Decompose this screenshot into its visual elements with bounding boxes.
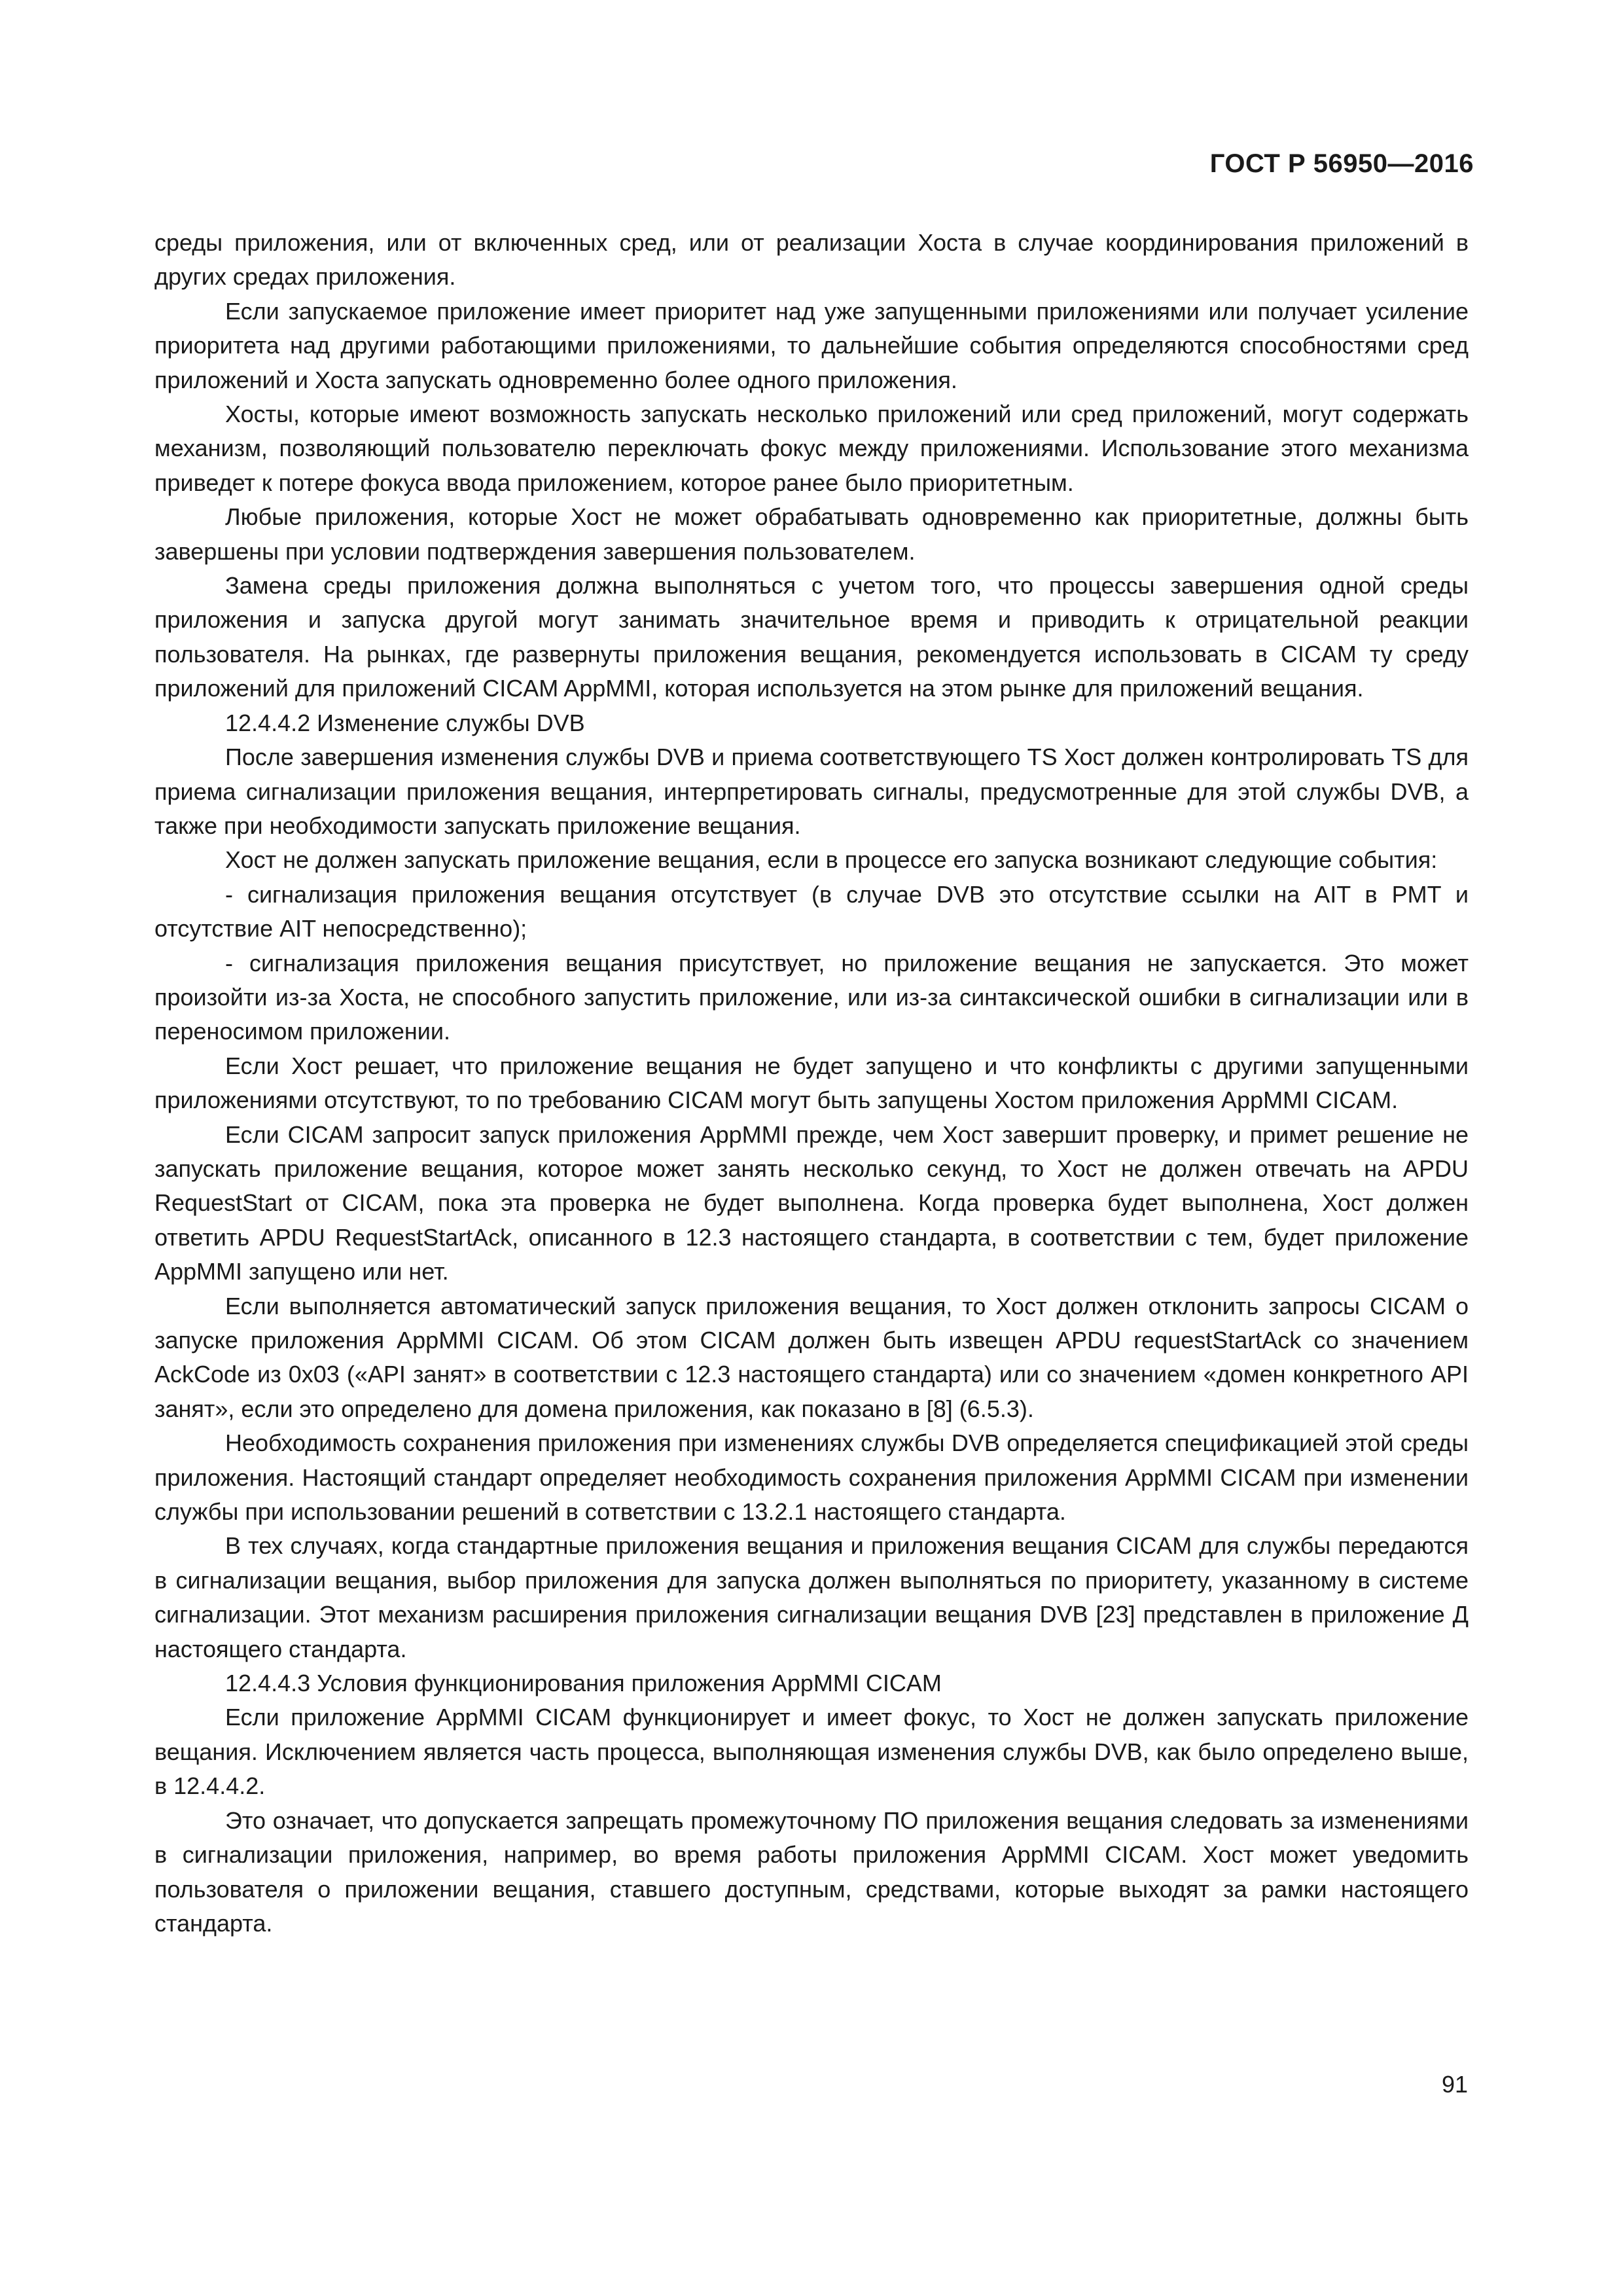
paragraph: среды приложения, или от включенных сред, или от реализации Хоста в случае координирования приложений в других средах приложения. [154,229,1469,291]
paragraph: Необходимость сохранения приложения при изменениях службы DVB определяется спецификацией этой среды приложения. Настоящий стандарт определяет необходимость сохранения приложения AppMMI CICAM при изменении службы при использовании решений в сответствии с 13.2.1 настоящего стандарта. [154,1429,1469,1526]
list-item: - сигнализация приложения вещания присутствует, но приложение вещания не запускается. Это может произойти из-за Хоста, не способного запустить приложение, или из-за синтаксической ошибки в сигнализации или в переносимом приложении. [154,949,1469,1045]
document-body [154,226,1469,1941]
paragraph: Если приложение AppMMI CICAM функционирует и имеет фокус, то Хост не должен запускать приложение вещания. Исключением является часть процесса, выполняющая изменения службы DVB, как было определено выше, в 12.4.4.2. [154,1704,1469,1800]
paragraph: Если запускаемое приложение имеет приоритет над уже запущенными приложениями или получает усиление приоритета над другими работающими приложениями, то дальнейшие события определяются способностями сред приложений и Хоста запускать одновременно более одного приложения. [154,297,1469,393]
paragraph: Любые приложения, которые Хост не может обрабатывать одновременно как приоритетные, должны быть завершены при условии подтверждения завершения пользователем. [154,503,1469,565]
page-number: 91 [1441,2071,1468,2098]
paragraph: Это означает, что допускается запрещать промежуточному ПО приложения вещания следовать за изменениями в сигнализации приложения, например, во время работы приложения AppMMI CICAM. Хост может уведомить пользователя о приложении вещания, ставшего доступным, средствами, которые выходят за рамки настоящего стандарта. [154,1806,1469,1937]
list-item: - сигнализация приложения вещания отсутствует (в случае DVB это отсутствие ссылки на AIT в PMT и отсутствие AIT непосредственно); [154,880,1469,942]
paragraph: Если выполняется автоматический запуск приложения вещания, то Хост должен отклонить запросы CICAM о запуске приложения AppMMI CICAM. Об этом CICAM должен быть извещен APDU requestStartAck со значением AckCode из 0x03 («API занят» в соответствии с 12.3 настоящего стандарта) или со значением «домен конкретного API занят», если это определено для домена приложения, как показано в [8] (6.5.3). [154,1292,1469,1422]
document-header: ГОСТ Р 56950—2016 [1209,149,1474,178]
paragraph: После завершения изменения службы DVB и приема соответствующего TS Хост должен контролировать TS для приема сигнализации приложения вещания, интерпретировать сигналы, предусмотренные для этой службы DVB, а также при необходимости запускать приложение вещания. [154,744,1469,839]
paragraph: Хосты, которые имеют возможность запускать несколько приложений или сред приложений, могут содержать механизм, позволяющий пользователю переключать фокус между приложениями. Использование этого механизма приведет к потере фокуса ввода приложением, которое ранее было приоритетным. [154,401,1469,496]
paragraph: Замена среды приложения должна выполняться с учетом того, что процессы завершения одной среды приложения и запуска другой могут занимать значительное время и приводить к отрицательной реакции пользователя. На рынках, где развернуты приложения вещания, рекомендуется использовать в CICAM ту среду приложений для приложений CICAM AppMMI, которая используется на этом рынке для приложений вещания. [154,572,1469,702]
paragraph: Если Хост решает, что приложение вещания не будет запущено и что конфликты с другими запущенными приложениями отсутствуют, то по требованию CICAM могут быть запущены Хостом приложения AppMMI CICAM. [154,1052,1469,1114]
paragraph: Если CICAM запросит запуск приложения AppMMI прежде, чем Хост завершит проверку, и примет решение не запускать приложение вещания, которое может занять несколько секунд, то Хост не должен отвечать на APDU RequestStart от CICAM, пока эта проверка не будет выполнена. Когда проверка будет выполнена, Хост должен ответить APDU RequestStartAck, описанного в 12.3 настоящего стандарта, в соответствии с тем, будет приложение AppMMI запущено или нет. [154,1121,1469,1285]
paragraph: Хост не должен запускать приложение вещания, если в процессе его запуска возникают следующие события: [225,846,1438,874]
section-heading: 12.4.4.3 Условия функционирования приложения AppMMI CICAM [225,1670,942,1697]
paragraph: В тех случаях, когда стандартные приложения вещания и приложения вещания CICAM для службы передаются в сигнализации вещания, выбор приложения для запуска должен выполняться по приоритету, указанному в системе сигнализации. Этот механизм расширения приложения сигнализации вещания DVB [23] представлен в приложение Д настоящего стандарта. [154,1532,1469,1662]
section-heading: 12.4.4.2 Изменение службы DVB [225,709,585,736]
